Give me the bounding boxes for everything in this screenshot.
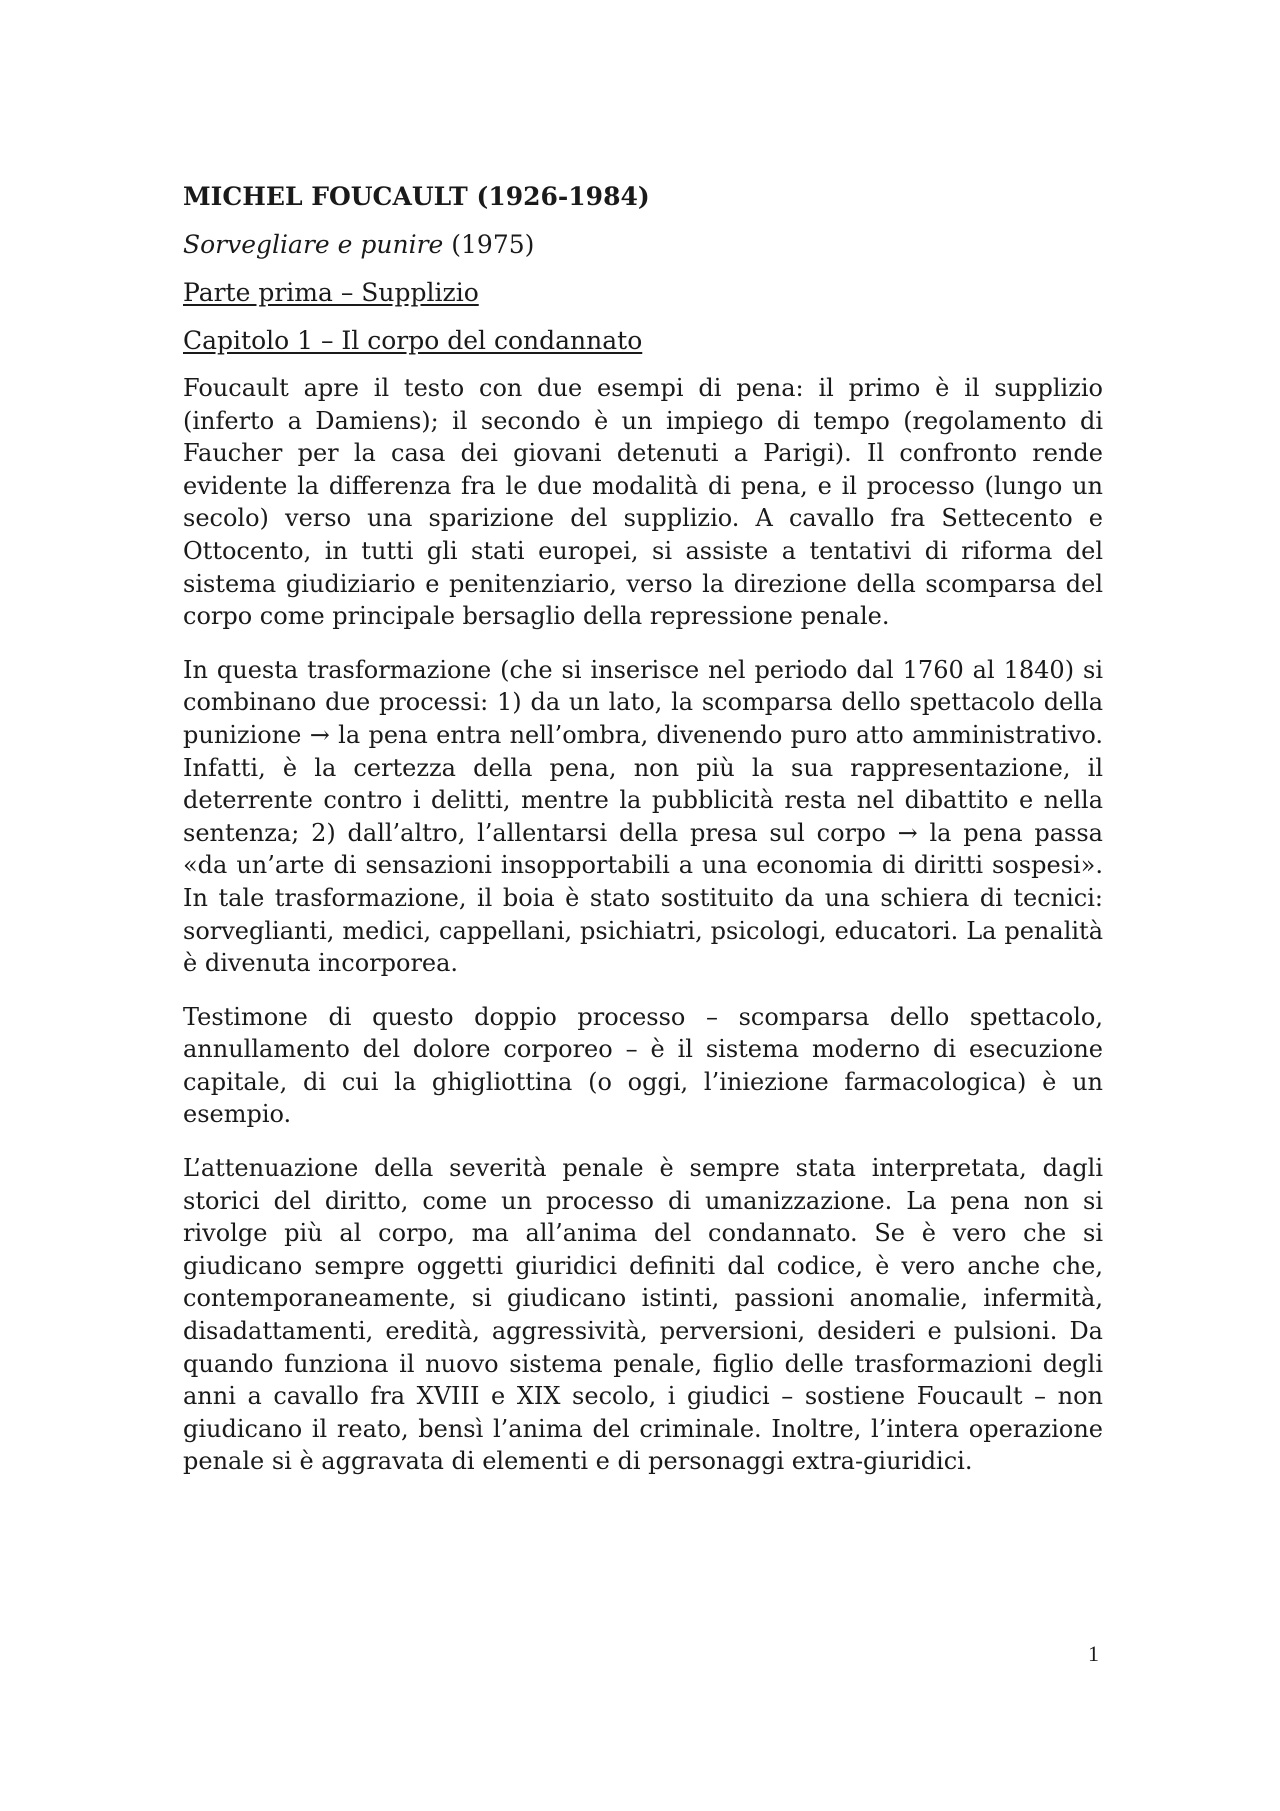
document-content bbox=[183, 180, 1103, 1499]
paragraph-1: Foucault apre il testo con due esempi di pena: il primo è il supplizio (inferto a Damiens); il secondo è un impiego di tempo (regolamento di Faucher per la casa dei giovani detenuti a Parigi). Il confronto rende evidente la differenza fra le due modalità di pena, e il processo (lungo un secolo) verso una sparizione del supplizio. A cavallo fra Settecento e Ottocento, in tutti gli stati europei, si assiste a tentativi di riforma del sistema giudiziario e penitenziario, verso la direzione della scomparsa del corpo come principale bersaglio della repressione penale. bbox=[183, 374, 1103, 631]
book-title-line bbox=[183, 228, 1103, 262]
part-heading: Parte prima – Supplizio bbox=[183, 278, 479, 307]
paragraph-3: Testimone di questo doppio processo – scomparsa dello spettacolo, annullamento del dolore corporeo – è il sistema moderno di esecuzione capitale, di cui la ghigliottina (o oggi, l’iniezione farmacologica) è un esempio. bbox=[183, 1002, 1103, 1129]
chapter-heading: Capitolo 1 – Il corpo del condannato bbox=[183, 326, 643, 355]
book-title: Sorvegliare e punire bbox=[183, 230, 444, 259]
book-year: (1975) bbox=[443, 230, 535, 259]
paragraph-2: In questa trasformazione (che si inserisce nel periodo dal 1760 al 1840) si combinano due processi: 1) da un lato, la scomparsa dello spettacolo della punizione → la pena entra nell’ombra, divenendo puro atto amministrativo. Infatti, è la certezza della pena, non più la sua rappresentazione, il deterrente contro i delitti, mentre la pubblicità resta nel dibattito e nella sentenza; 2) dall’altro, l’allentarsi della presa sul corpo → la pena passa «da un’arte di sensazioni insopportabili a una economia di diritti sospesi». In tale trasformazione, il boia è stato sostituito da una schiera di tecnici: sorveglianti, medici, cappellani, psichiatri, psicologi, educatori. La penalità è divenuta incorporea. bbox=[183, 655, 1103, 978]
page-number: 1 bbox=[1088, 1641, 1099, 1666]
paragraph-4: L’attenuazione della severità penale è sempre stata interpretata, dagli storici del diritto, come un processo di umanizzazione. La pena non si rivolge più al corpo, ma all’anima del condannato. Se è vero che si giudicano sempre oggetti giuridici definiti dal codice, è vero anche che, contemporaneamente, si giudicano istinti, passioni anomalie, infermità, disadattamenti, eredità, aggressività, perversioni, desideri e pulsioni. Da quando funziona il nuovo sistema penale, figlio delle trasformazioni degli anni a cavallo fra XVIII e XIX secolo, i giudici – sostiene Foucault – non giudicano il reato, bensì l’anima del criminale. Inoltre, l’intera operazione penale si è aggravata di elementi e di personaggi extra-giuridici. bbox=[183, 1154, 1103, 1476]
author-heading: MICHEL FOUCAULT (1926-1984) bbox=[183, 182, 650, 211]
